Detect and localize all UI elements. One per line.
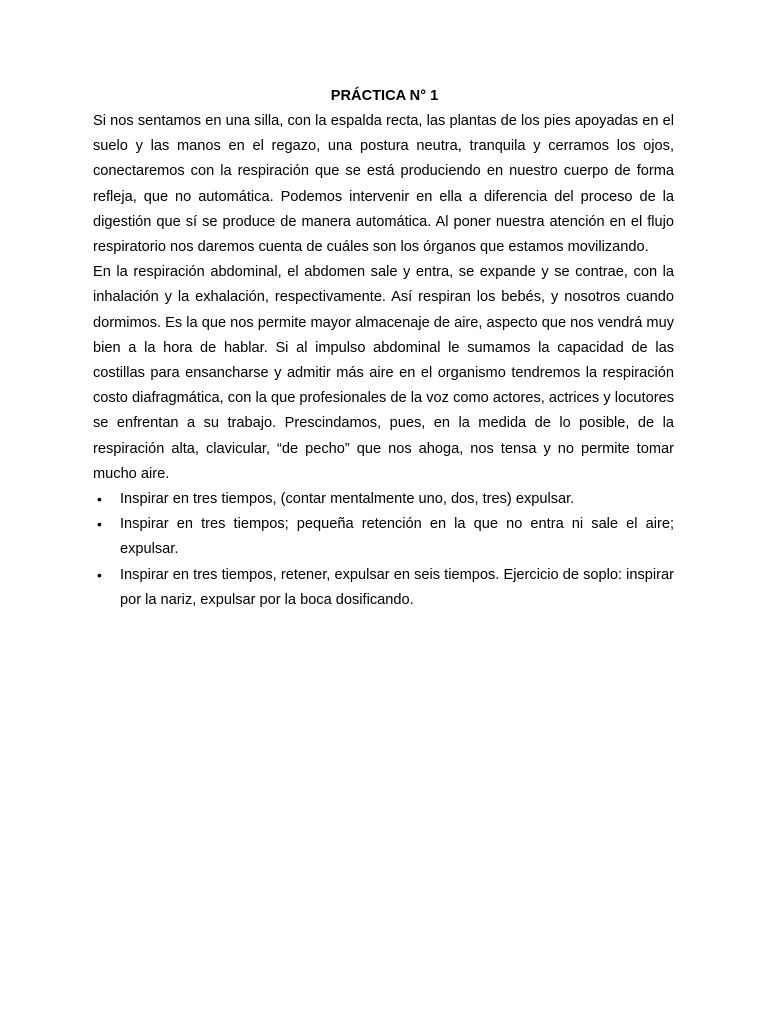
bullet-icon: • (97, 566, 102, 583)
document-title: PRÁCTICA N° 1 (330, 88, 439, 104)
exercise-list (93, 487, 674, 613)
list-item-text: Inspirar en tres tiempos; pequeña retención en la que no entra ni sale el aire; expulsar. (120, 516, 674, 558)
list-item (93, 563, 674, 613)
list-item-text: Inspirar en tres tiempos, retener, expulsar en seis tiempos. Ejercicio de soplo: inspirar por la nariz, expulsar por la boca dosificando. (120, 566, 674, 608)
bullet-icon: • (97, 516, 102, 533)
document-body (93, 84, 674, 613)
paragraph-abdominal-breathing: En la respiración abdominal, el abdomen sale y entra, se expande y se contrae, con la inhalación y la exhalación, respectivamente. Así respiran los bebés, y nosotros cuando dormimos. Es la que nos permite mayor almacenaje de aire, aspecto que nos vendrá muy bien a la hora de hablar. Si al impulso abdominal le sumamos la capacidad de las costillas para ensancharse y admitir más aire en el organismo tendremos la respiración costo diafragmática, con la que profesionales de la voz como actores, actrices y locutores se enfrentan a su trabajo. Prescindamos, pues, en la medida de lo posible, de la respiración alta, clavicular, “de pecho” que nos ahoga, nos tensa y no permite tomar mucho aire. (93, 264, 674, 482)
list-item (93, 512, 674, 562)
list-item (93, 487, 674, 512)
list-item-text: Inspirar en tres tiempos, (contar mentalmente uno, dos, tres) expulsar. (120, 491, 575, 508)
bullet-icon: • (97, 491, 102, 508)
paragraph-intro: Si nos sentamos en una silla, con la espalda recta, las plantas de los pies apoyadas en el suelo y las manos en el regazo, una postura neutra, tranquila y cerramos los ojos, conectaremos con la respiración que se está produciendo en nuestro cuerpo de forma refleja, que no automática. Podemos intervenir en ella a diferencia del proceso de la digestión que sí se produce de manera automática. Al poner nuestra atención en el flujo respiratorio nos daremos cuenta de cuáles son los órganos que estamos movilizando. (93, 113, 674, 256)
